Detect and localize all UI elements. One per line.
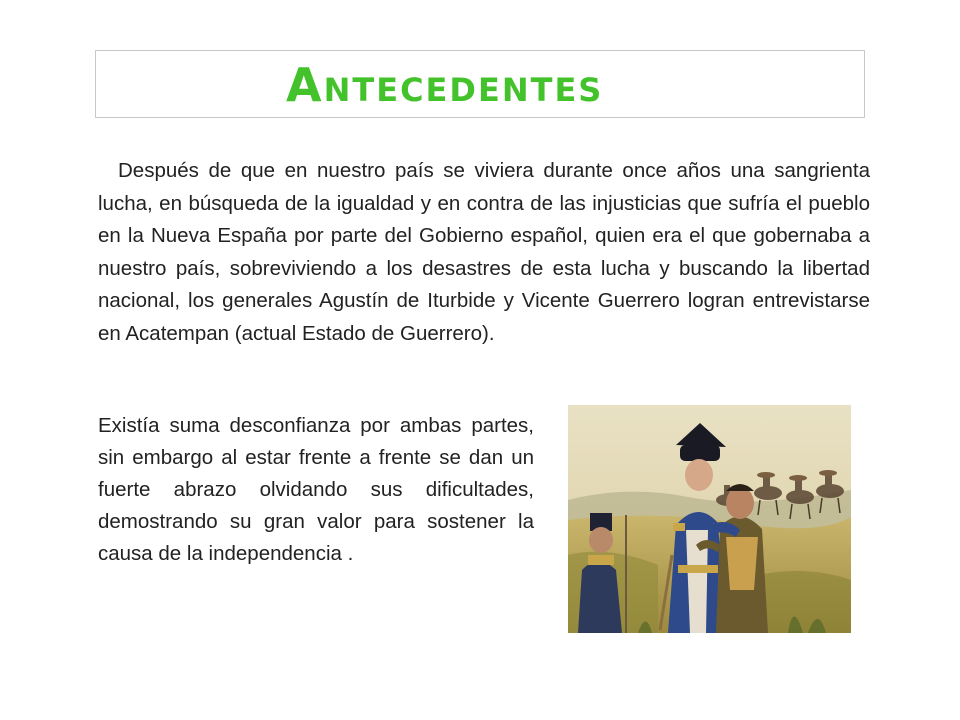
title-box bbox=[95, 50, 865, 118]
painting-illustration bbox=[568, 405, 851, 633]
intro-paragraph: Después de que en nuestro país se viviera durante once años una sangrienta lucha, en búsqueda de la igualdad y en contra de las injusticias que sufría el pueblo en la Nueva España por parte del Gobierno español, quien era el que gobernaba a nuestro país, sobreviviendo a los desastres de esta lucha y buscando la libertad nacional, los generales Agustín de Iturbide y Vicente Guerrero logran entrevistarse en Acatempan (actual Estado de Guerrero). bbox=[98, 159, 870, 345]
embrace-paragraph: Existía suma desconfianza por ambas partes, sin embargo al estar frente a frente se dan un fuerte abrazo olvidando sus dificultades, demostrando su gran valor para sostener la causa de la independencia . bbox=[98, 414, 534, 565]
abrazo-de-acatempan-painting bbox=[568, 405, 851, 633]
slide-title: Antecedentes bbox=[286, 58, 604, 112]
